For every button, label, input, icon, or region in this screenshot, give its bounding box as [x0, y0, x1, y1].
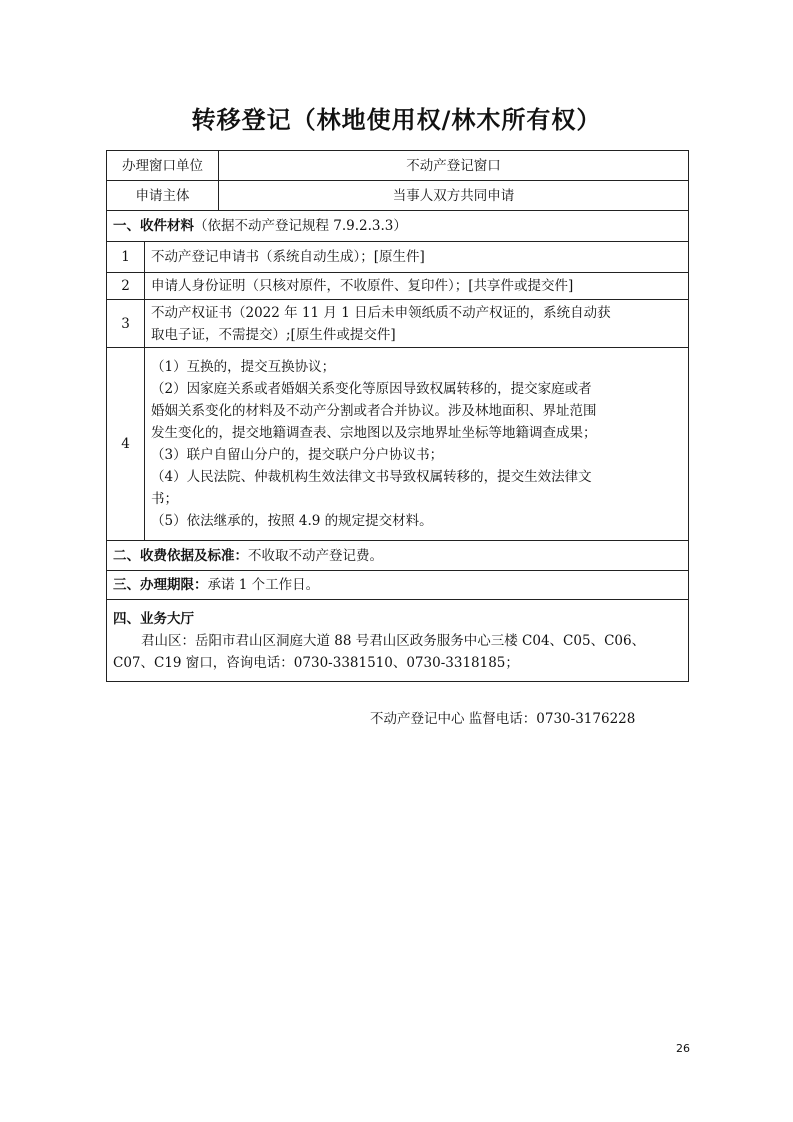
material-line: （2）因家庭关系或者婚姻关系变化等原因导致权属转移的，提交家庭或者 — [151, 381, 592, 397]
table-row — [107, 181, 689, 211]
material-number: 3 — [107, 300, 145, 348]
material-row — [107, 273, 689, 300]
material-text — [145, 300, 689, 348]
material-line: 婚姻关系变化的材料及不动产分割或者合并协议。涉及林地面积、界址范围 — [151, 403, 597, 419]
material-number: 4 — [107, 348, 145, 541]
material-line: （1）互换的，提交互换协议； — [151, 359, 336, 375]
table-row — [107, 151, 689, 181]
material-text: 不动产登记申请书（系统自动生成）；[原生件] — [145, 242, 689, 273]
material-line: （4）人民法院、仲裁机构生效法律文书导致权属转移的，提交生效法律文 — [151, 469, 592, 485]
material-text: 申请人身份证明（只核对原件，不收原件、复印件）；[共享件或提交件] — [145, 273, 689, 300]
procedure-table — [106, 150, 689, 682]
fees-heading: 二、收费依据及标准： — [113, 547, 248, 564]
material-line: 不动产权证书（2022 年 11 月 1 日后未申领纸质不动产权证的，系统自动获 — [151, 304, 611, 321]
page-number: 26 — [676, 1042, 690, 1055]
fees-text: 不收取不动产登记费。 — [248, 547, 383, 564]
material-row — [107, 300, 689, 348]
period-row — [107, 571, 689, 600]
hall-line: C07、C19 窗口，咨询电话：0730-3381510、0730-3318185； — [113, 654, 519, 671]
fees-row — [107, 541, 689, 571]
material-row — [107, 242, 689, 273]
hall-line: 君山区：岳阳市君山区洞庭大道 88 号君山区政务服务中心三楼 C04、C05、C06、 — [141, 632, 646, 649]
material-number: 1 — [107, 242, 145, 273]
applicant-label: 申请主体 — [107, 181, 219, 211]
material-line: （5）依法继承的，按照 4.9 的规定提交材料。 — [151, 513, 433, 529]
materials-basis: （依据不动产登记规程 7.9.2.3.3） — [194, 218, 407, 234]
material-line: 取电子证，不需提交）;[原生件或提交件] — [151, 326, 396, 343]
material-line: 书； — [151, 491, 178, 507]
materials-heading-row — [107, 211, 689, 242]
material-text — [145, 348, 689, 541]
hall-heading: 四、业务大厅 — [113, 610, 194, 627]
hall-row — [107, 600, 689, 682]
page-title: 转移登记（林地使用权/林木所有权） — [191, 106, 602, 134]
window-unit-label: 办理窗口单位 — [107, 151, 219, 181]
footer-contact: 不动产登记中心 监督电话：0730-3176228 — [370, 711, 636, 727]
materials-heading: 一、收件材料 — [113, 218, 194, 234]
material-number: 2 — [107, 273, 145, 300]
material-line: 发生变化的，提交地籍调查表、宗地图以及宗地界址坐标等地籍调查成果； — [151, 425, 597, 441]
applicant-value: 当事人双方共同申请 — [219, 181, 689, 211]
material-line: （3）联户自留山分户的，提交联户分户协议书； — [151, 447, 444, 463]
period-heading: 三、办理期限： — [113, 577, 208, 593]
material-row — [107, 348, 689, 541]
window-unit-value: 不动产登记窗口 — [219, 151, 689, 181]
period-text: 承诺 1 个工作日。 — [207, 577, 320, 593]
